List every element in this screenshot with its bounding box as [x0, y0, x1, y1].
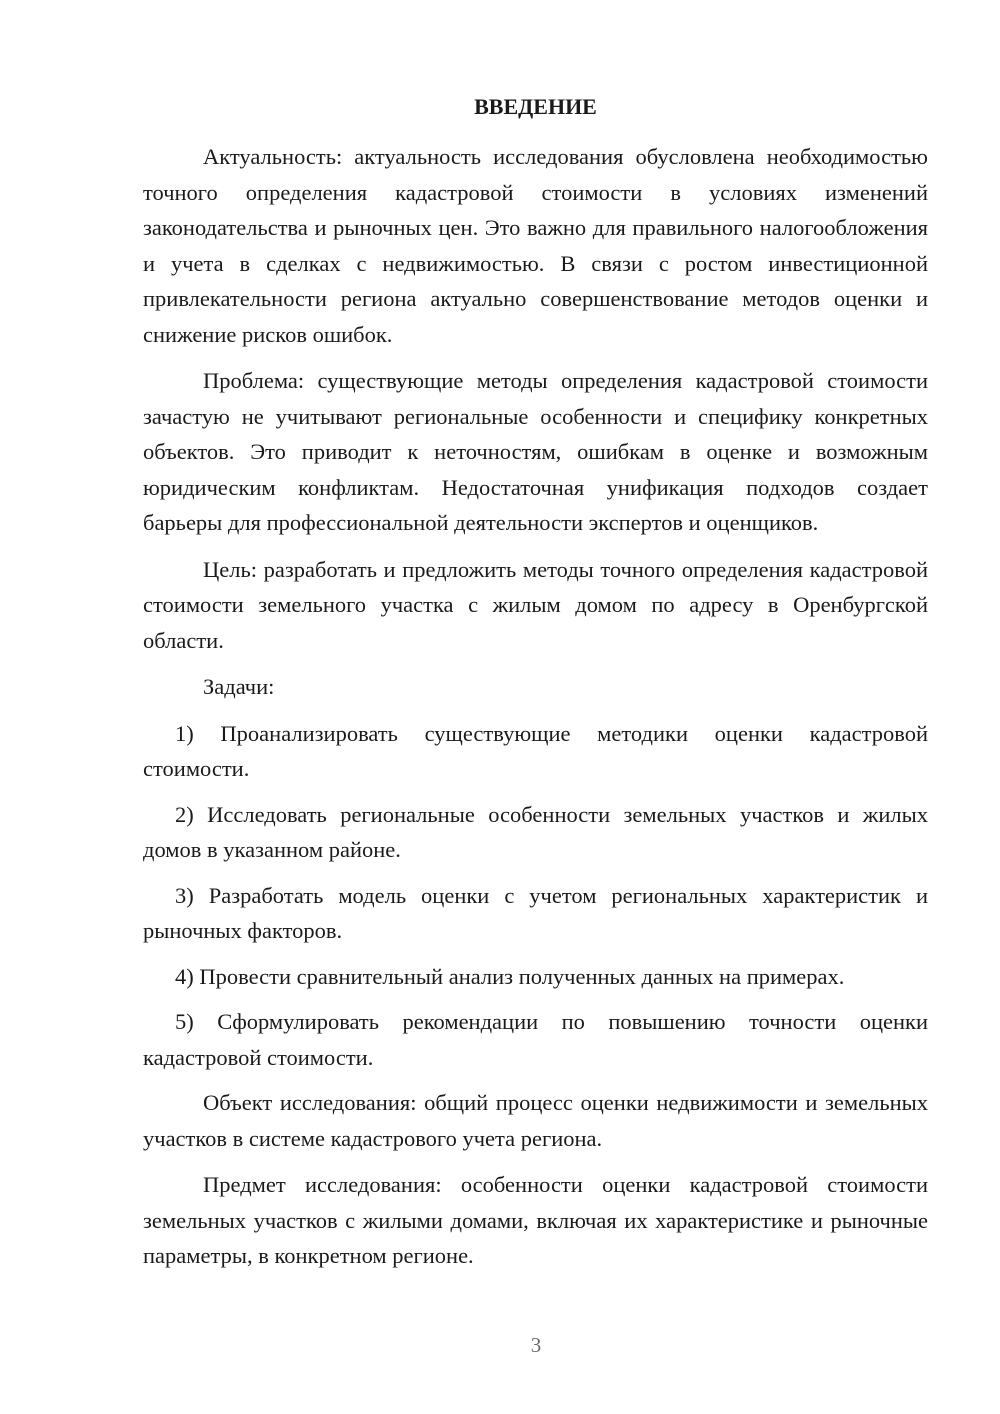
problem-paragraph: Проблема: существующие методы определения кадастровой стоимости зачастую не учитывают региональные особенности и специфику конкретных объектов. Это приводит к неточностям, ошибкам в оценке и возможным юридическим конфликтам. Недостаточная унификация подходов создает барьеры для профессиональной деятельности экспертов и оценщиков.: [143, 368, 928, 535]
object-paragraph: Объект исследования: общий процесс оценки недвижимости и земельных участков в системе кадастрового учета региона.: [143, 1090, 928, 1151]
section-heading: ВВЕДЕНИЕ: [474, 94, 597, 119]
relevance-paragraph: Актуальность: актуальность исследования обусловлена необходимостью точного определения кадастровой стоимости в условиях изменений законодательства и рыночных цен. Это важно для правильного налогообложения и учета в сделках с недвижимостью. В связи с ростом инвестиционной привлекательности региона актуально совершенствование методов оценки и снижение рисков ошибок.: [143, 144, 928, 347]
task-item-2: 2) Исследовать региональные особенности земельных участков и жилых домов в указанном районе.: [143, 801, 928, 862]
tasks-label: Задачи:: [203, 674, 275, 699]
document-page: [143, 92, 928, 1285]
goal-paragraph: Цель: разработать и предложить методы точного определения кадастровой стоимости земельного участка с жилым домом по адресу в Оренбургской области.: [143, 556, 928, 653]
subject-paragraph: Предмет исследования: особенности оценки кадастровой стоимости земельных участков с жилыми домами, включая их характеристике и рыночные параметры, в конкретном регионе.: [143, 1172, 928, 1268]
task-item-1: 1) Проанализировать существующие методики оценки кадастровой стоимости.: [143, 720, 928, 781]
task-item-5: 5) Сформулировать рекомендации по повышению точности оценки кадастровой стоимости.: [143, 1009, 928, 1070]
page-number: 3: [530, 1333, 542, 1357]
task-item-4: 4) Провести сравнительный анализ полученных данных на примерах.: [175, 963, 845, 989]
task-item-3: 3) Разработать модель оценки с учетом региональных характеристик и рыночных факторов.: [143, 882, 928, 943]
